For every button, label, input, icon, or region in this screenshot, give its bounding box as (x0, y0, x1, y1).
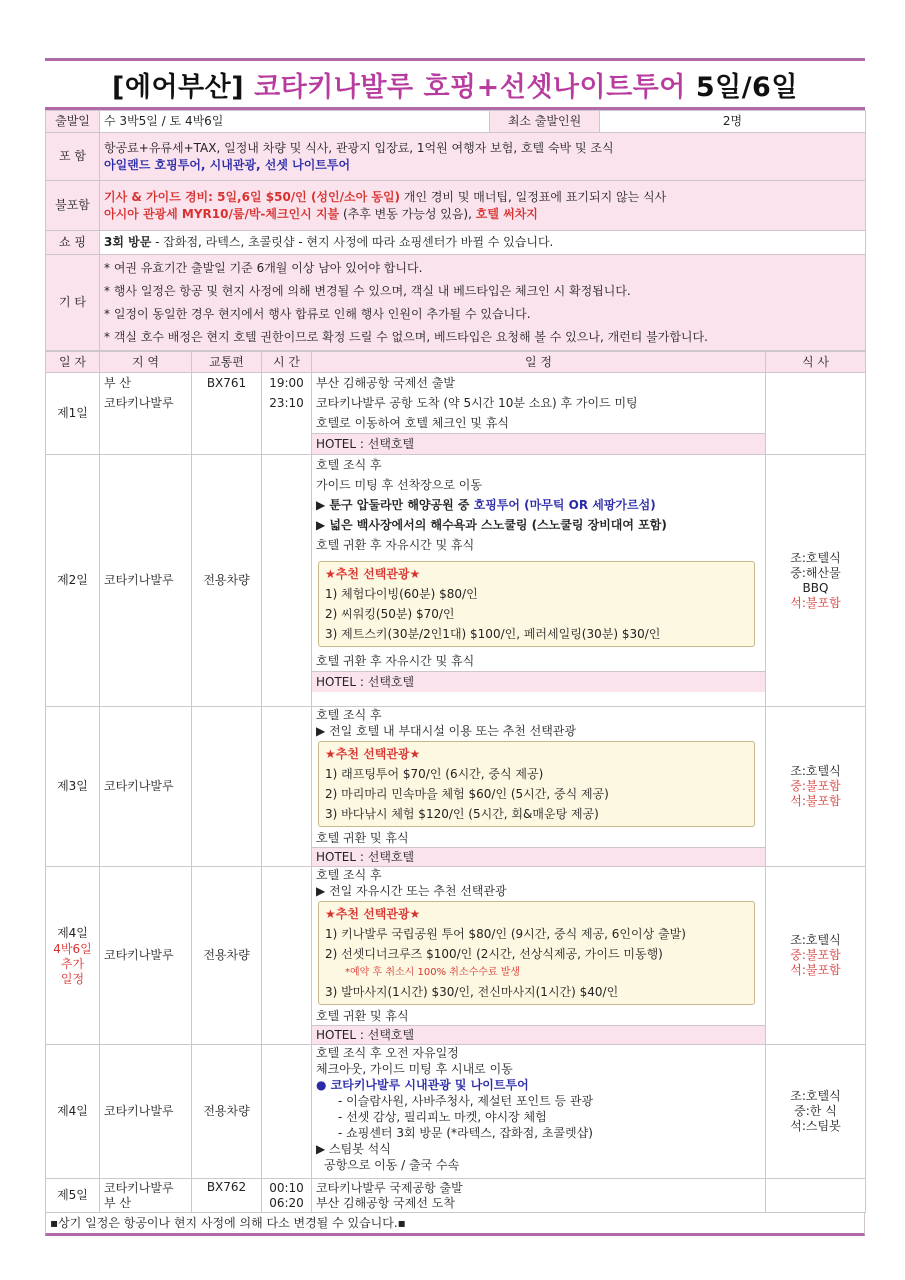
day1-row (46, 373, 866, 455)
region-to: 부 산 (104, 1195, 131, 1210)
day4-row (46, 1045, 866, 1179)
day5-row (46, 1179, 866, 1213)
depart-value: 수 3박5일 / 토 4박6일 (100, 111, 490, 133)
schedule-line: - 쇼핑센터 3회 방문 (*라텍스, 잡화점, 초콜렛샵) (338, 1126, 593, 1140)
schedule-cell (312, 455, 766, 707)
day-label: 제4일 (46, 1045, 100, 1179)
transport-cell (192, 707, 262, 867)
day-label (46, 867, 100, 1045)
region-from: 부 산 (104, 376, 131, 390)
etc-line: * 객실 호수 배정은 현지 호텔 권한이므로 확정 드릴 수 없으며, 베드타입은 요청해 볼 수 있으나, 개런티 불가합니다. (104, 329, 708, 344)
extra-plan-note: 일정 (60, 971, 85, 986)
schedule-line: 호텔 귀환 후 자유시간 및 휴식 (316, 654, 475, 668)
hotel-line: HOTEL : 선택호텔 (312, 847, 765, 866)
transport-cell: 전용차량 (192, 1045, 262, 1179)
exclude-cell (100, 181, 866, 231)
cancel-fee-note: *예약 후 취소시 100% 취소수수료 발생 (345, 967, 521, 978)
min-value: 2명 (600, 111, 866, 133)
optional-tour-item: 3) 바다낚시 체험 $120/인 (5시간, 회&매운탕 제공) (325, 807, 599, 821)
etc-line: * 여권 유효기간 출발일 기준 6개월 이상 남아 있어야 합니다. (104, 260, 423, 275)
flight-cell (192, 373, 262, 455)
time-cell (262, 1179, 312, 1213)
time-cell (262, 867, 312, 1045)
meal-cell (766, 867, 866, 1045)
schedule-line: 코타키나발루 공항 도착 (약 5시간 10분 소요) 후 가이드 미팅 (316, 396, 638, 410)
city-tour-highlight: 코타키나발루 시내관광 및 나이트투어 (330, 1078, 529, 1092)
schedule-line: 호텔 조식 후 오전 자유일정 (316, 1046, 459, 1060)
shop-text: - 잡화점, 라텍스, 초콜릿샵 - 현지 사정에 따라 쇼핑센터가 바뀔 수 있습니다. (151, 235, 554, 249)
meal-lunch-detail: BBQ (802, 580, 829, 595)
title-airline: [에어부산] (112, 71, 245, 103)
flight-cell: BX762 (192, 1179, 262, 1213)
include-highlight: 아일랜드 호핑투어, 시내관광, 선셋 나이트투어 (104, 157, 351, 172)
hopping-prefix: ▶ 툰구 압둘라만 해양공원 중 (316, 498, 474, 512)
meal-lunch: 중:불포함 (790, 779, 841, 793)
optional-tour-box (318, 741, 755, 827)
schedule-line: 가이드 미팅 후 선착장으로 이동 (316, 478, 482, 492)
optional-tour-item: 3) 발마사지(1시간) $30/인, 전신마사지(1시간) $40/인 (325, 985, 619, 999)
col-time: 시 간 (262, 352, 312, 373)
depart-label: 출발일 (46, 111, 100, 133)
itinerary-sheet (45, 58, 865, 1236)
meal-breakfast: 조:호텔식 (790, 1089, 841, 1103)
optional-tour-item: 2) 씨워킹(50분) $70/인 (325, 607, 455, 621)
meal-lunch: 중:한 식 (794, 1104, 837, 1118)
shop-visits: 3회 방문 (104, 235, 152, 249)
optional-tour-title: ★추천 선택관광★ (325, 567, 421, 581)
col-region: 지 역 (100, 352, 192, 373)
etc-line: * 행사 일정은 항공 및 현지 사정에 의해 변경될 수 있으며, 객실 내 베드타입은 체크인 시 확정됩니다. (104, 283, 631, 298)
region-cell (100, 373, 192, 455)
meal-breakfast: 조:호텔식 (790, 764, 841, 778)
time-depart: 19:00 (269, 376, 304, 390)
title-tour: 코타키나발루 호핑+선셋나이트투어 (254, 71, 686, 103)
schedule-line: 부산 김해공항 국제선 출발 (316, 376, 455, 390)
exclude-guide-fee: 기사 & 가이드 경비: 5일,6일 $50/인 (성인/소아 동일) (104, 189, 401, 204)
title-duration: 5일/6일 (695, 71, 798, 103)
region-cell: 코타키나발루 (100, 707, 192, 867)
exclude-label: 불포함 (46, 181, 100, 231)
time-cell (262, 455, 312, 707)
schedule-line: 부산 김해공항 국제선 도착 (316, 1195, 455, 1210)
meal-cell (766, 707, 866, 867)
meal-dinner: 석:불포함 (790, 595, 841, 610)
optional-tour-title: ★추천 선택관광★ (325, 907, 421, 921)
hotel-line: HOTEL : 선택호텔 (312, 1025, 765, 1044)
schedule-line: 호텔로 이동하여 호텔 체크인 및 휴식 (316, 416, 509, 430)
day-label: 제5일 (46, 1179, 100, 1213)
hotel-line: HOTEL : 선택호텔 (312, 433, 765, 454)
page-title (45, 61, 865, 110)
col-meal: 식 사 (766, 352, 866, 373)
schedule-line: 체크아웃, 가이드 미팅 후 시내로 이동 (316, 1062, 513, 1076)
time-cell (262, 707, 312, 867)
schedule-line: ▶ 넓은 백사장에서의 해수욕과 스노쿨링 (스노쿨링 장비대여 포함) (316, 518, 667, 532)
day-label: 제1일 (46, 373, 100, 455)
etc-cell (100, 255, 866, 351)
meal-breakfast: 조:호텔식 (790, 933, 841, 947)
region-cell: 코타키나발루 (100, 1045, 192, 1179)
etc-label: 기 타 (46, 255, 100, 351)
optional-tour-item: 1) 체험다이빙(60분) $80/인 (325, 587, 478, 601)
schedule-line: 코타키나발루 국제공항 출발 (316, 1180, 463, 1195)
day2-row (46, 455, 866, 707)
meal-cell (766, 373, 866, 455)
region-cell: 코타키나발루 (100, 867, 192, 1045)
include-cell (100, 133, 866, 181)
schedule-line: ▶ 스팀봇 석식 (316, 1142, 391, 1156)
schedule-cell (312, 867, 766, 1045)
etc-line: * 일정이 동일한 경우 현지에서 행사 합류로 인해 행사 인원이 추가될 수 있습니다. (104, 306, 531, 321)
time-depart: 00:10 (269, 1180, 304, 1195)
optional-tour-box (318, 561, 755, 647)
transport-cell: 전용차량 (192, 455, 262, 707)
include-line: 항공료+유류세+TAX, 일정내 차량 및 식사, 관광지 입장료, 1억원 여행자 보험, 호텔 숙박 및 조식 (104, 140, 614, 155)
meal-cell (766, 455, 866, 707)
day-label: 제3일 (46, 707, 100, 867)
schedule-line: 호텔 귀환 및 휴식 (316, 1009, 409, 1023)
transport-cell: 전용차량 (192, 867, 262, 1045)
optional-tour-item: 2) 선셋디너크루즈 $100/인 (2시간, 선상식제공, 가이드 미동행) (325, 947, 663, 961)
schedule-line: ▶ 전일 자유시간 또는 추천 선택관광 (316, 884, 507, 898)
schedule-cell (312, 1045, 766, 1179)
schedule-line (316, 495, 761, 515)
day3-row (46, 707, 866, 867)
region-to: 코타키나발루 (104, 396, 174, 410)
bullet-icon: ● (316, 1078, 331, 1092)
exclude-tax: 아시아 관광세 MYR10/룸/박-체크인시 지불 (104, 206, 340, 221)
time-cell (262, 373, 312, 455)
meal-dinner: 석:스팀봇 (790, 1119, 841, 1133)
optional-tour-item: 3) 제트스키(30분/2인1대) $100/인, 페러세일링(30분) $30/인 (325, 627, 661, 641)
extra-plan-note: 추가 (60, 956, 85, 971)
meal-breakfast: 조:호텔식 (790, 550, 841, 565)
schedule-cell (312, 707, 766, 867)
min-label: 최소 출발인원 (490, 111, 600, 133)
flight-number: BX761 (206, 376, 247, 390)
schedule-line: - 선셋 감상, 필리피노 마켓, 야시장 체험 (338, 1110, 547, 1124)
meal-lunch: 중:불포함 (790, 948, 841, 962)
optional-tour-box (318, 901, 755, 1005)
shop-label: 쇼 핑 (46, 231, 100, 255)
region-cell (100, 1179, 192, 1213)
time-cell (262, 1045, 312, 1179)
hopping-highlight: 호핑투어 (마무틱 OR 세팡가르섬) (473, 498, 656, 512)
col-schedule: 일 정 (312, 352, 766, 373)
optional-tour-item: 2) 마리마리 민속마을 체험 $60/인 (5시간, 중식 제공) (325, 787, 609, 801)
schedule-line: - 이슬람사원, 사바주청사, 제설턴 포인트 등 관광 (338, 1094, 594, 1108)
schedule-line: 호텔 조식 후 (316, 458, 382, 472)
time-arrive: 06:20 (269, 1195, 304, 1210)
shop-cell (100, 231, 866, 255)
schedule-line (316, 1077, 761, 1093)
meal-cell (766, 1045, 866, 1179)
col-day: 일 자 (46, 352, 100, 373)
optional-tour-item: 1) 키나발루 국립공원 투어 $80/인 (9시간, 중식 제공, 6인이상 출발) (325, 927, 686, 941)
schedule-line: 호텔 귀환 및 휴식 (316, 831, 409, 845)
extra-plan-note: 4박6일 (53, 941, 92, 956)
day4-extra-row (46, 867, 866, 1045)
col-transport: 교통편 (192, 352, 262, 373)
meal-cell (766, 1179, 866, 1213)
meal-dinner: 석:불포함 (790, 794, 841, 808)
schedule-table (45, 351, 866, 1213)
schedule-line: 공항으로 이동 / 출국 수속 (324, 1158, 460, 1172)
meal-lunch: 중:해산물 (790, 565, 841, 580)
schedule-line: 호텔 조식 후 (316, 868, 382, 882)
schedule-header (46, 352, 866, 373)
day-label: 제2일 (46, 455, 100, 707)
schedule-cell (312, 373, 766, 455)
footer-note: ▪상기 일정은 항공이나 현지 사정에 의해 다소 변경될 수 있습니다.▪ (45, 1213, 865, 1236)
region-cell: 코타키나발루 (100, 455, 192, 707)
schedule-line: ▶ 전일 호텔 내 부대시설 이용 또는 추천 선택관광 (316, 724, 576, 738)
day-number: 제4일 (57, 925, 88, 940)
region-from: 코타키나발루 (104, 1180, 174, 1195)
time-arrive: 23:10 (269, 396, 304, 410)
include-label: 포 함 (46, 133, 100, 181)
info-table (45, 110, 866, 351)
exclude-text: 개인 경비 및 매너팁, 일정표에 표기되지 않는 식사 (400, 189, 667, 204)
hotel-line: HOTEL : 선택호텔 (312, 671, 765, 692)
schedule-line: 호텔 귀환 후 자유시간 및 휴식 (316, 538, 475, 552)
schedule-cell (312, 1179, 766, 1213)
exclude-note: (추후 변동 가능성 있음), (339, 206, 476, 221)
exclude-surcharge: 호텔 써차지 (475, 206, 538, 221)
schedule-line: 호텔 조식 후 (316, 708, 382, 722)
meal-dinner: 석:불포함 (790, 963, 841, 977)
optional-tour-item: 1) 래프팅투어 $70/인 (6시간, 중식 제공) (325, 767, 544, 781)
optional-tour-title: ★추천 선택관광★ (325, 747, 421, 761)
